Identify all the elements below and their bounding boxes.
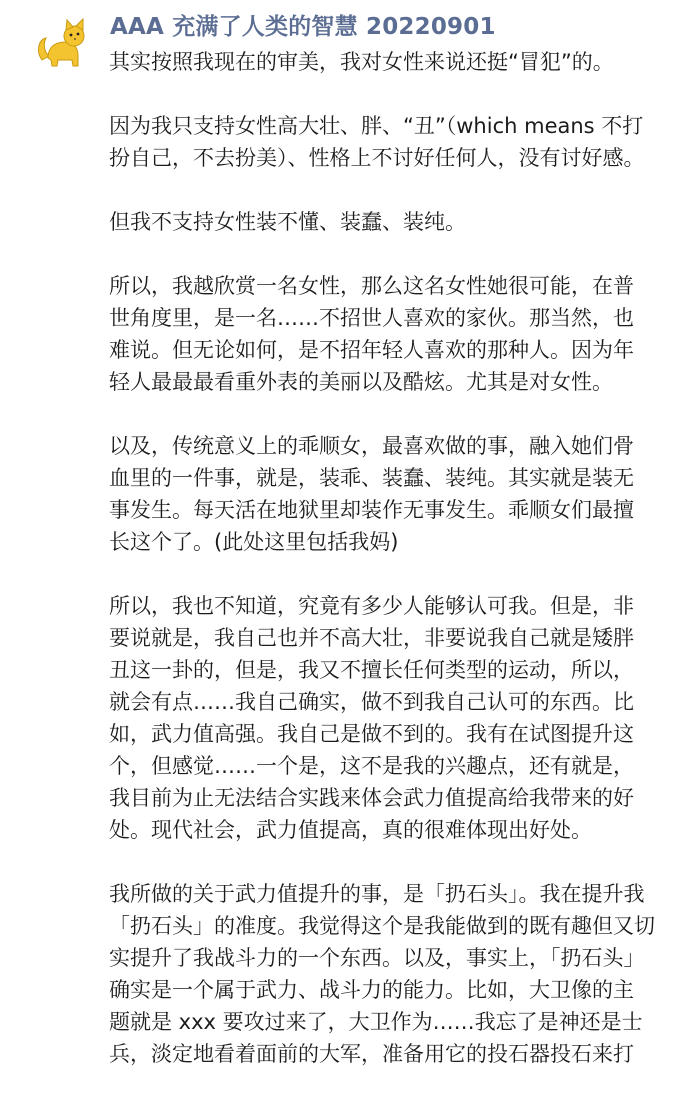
text-line: 个，但感觉……一个是，这不是我的兴趣点，还有就是，: [109, 754, 634, 778]
text-line: 所以，我越欣赏一名女性，那么这名女性她很可能，在普: [109, 274, 634, 298]
paragraph: [109, 270, 687, 398]
text-line: 要说就是，我自己也并不高大壮，非要说我自己就是矮胖: [109, 626, 634, 650]
text-line: 「扔石头」的准度。我觉得这个是我能做到的既有趣但又切: [109, 914, 655, 938]
text-line: 如，武力值高强。我自己是做不到的。我有在试图提升这: [109, 722, 634, 746]
paragraph: [109, 430, 687, 558]
paragraph: [109, 590, 687, 846]
text-line: 题就是 xxx 要攻过来了，大卫作为……我忘了是神还是士: [109, 1010, 643, 1034]
paragraph: [109, 206, 687, 238]
text-line: 兵，淡定地看着面前的大军，准备用它的投石器投石来打: [109, 1042, 634, 1066]
text-line: 因为我只支持女性高大壮、胖、“丑”（which means 不打: [109, 114, 644, 138]
paragraph: [109, 110, 687, 174]
text-line: 所以，我也不知道，究竟有多少人能够认可我。但是，非: [109, 594, 634, 618]
text-line: 我目前为止无法结合实践来体会武力值提高给我带来的好: [109, 786, 634, 810]
text-line: 实提升了我战斗力的一个东西。以及，事实上，「扔石头」: [109, 946, 645, 970]
cat-icon: [34, 16, 88, 72]
paragraph: [109, 46, 687, 78]
text-line: 但我不支持女性装不懂、装蠢、装纯。: [109, 210, 466, 234]
text-line: 确实是一个属于武力、战斗力的能力。比如，大卫像的主: [109, 978, 634, 1002]
text-line: 扮自己，不去扮美）、性格上不讨好任何人，没有讨好感。: [109, 146, 645, 170]
text-line: 血里的一件事，就是，装乖、装蠢、装纯。其实就是装无: [109, 466, 634, 490]
author-name[interactable]: AAA 充满了人类的智慧 20220901: [110, 14, 496, 40]
text-line: 其实按照我现在的审美，我对女性来说还挺“冒犯”的。: [109, 50, 614, 74]
avatar[interactable]: [34, 16, 88, 72]
text-line: 轻人最最最看重外表的美丽以及酷炫。尤其是对女性。: [109, 370, 613, 394]
text-line: 处。现代社会，武力值提高，真的很难体现出好处。: [109, 818, 592, 842]
text-line: 就会有点……我自己确实，做不到我自己认可的东西。比: [109, 690, 634, 714]
post-body: [109, 46, 687, 1102]
text-line: 事发生。每天活在地狱里却装作无事发生。乖顺女们最擅: [109, 498, 634, 522]
text-line: 难说。但无论如何，是不招年轻人喜欢的那种人。因为年: [109, 338, 634, 362]
paragraph: [109, 878, 687, 1070]
text-line: 以及，传统意义上的乖顺女，最喜欢做的事，融入她们骨: [109, 434, 634, 458]
text-line: 丑这一卦的，但是，我又不擅长任何类型的运动，所以，: [109, 658, 634, 682]
text-line: 世角度里，是一名……不招世人喜欢的家伙。那当然，也: [109, 306, 634, 330]
text-line: 长这个了。(此处这里包括我妈): [109, 530, 399, 554]
text-line: 我所做的关于武力值提升的事，是「扔石头」。我在提升我: [109, 882, 645, 906]
